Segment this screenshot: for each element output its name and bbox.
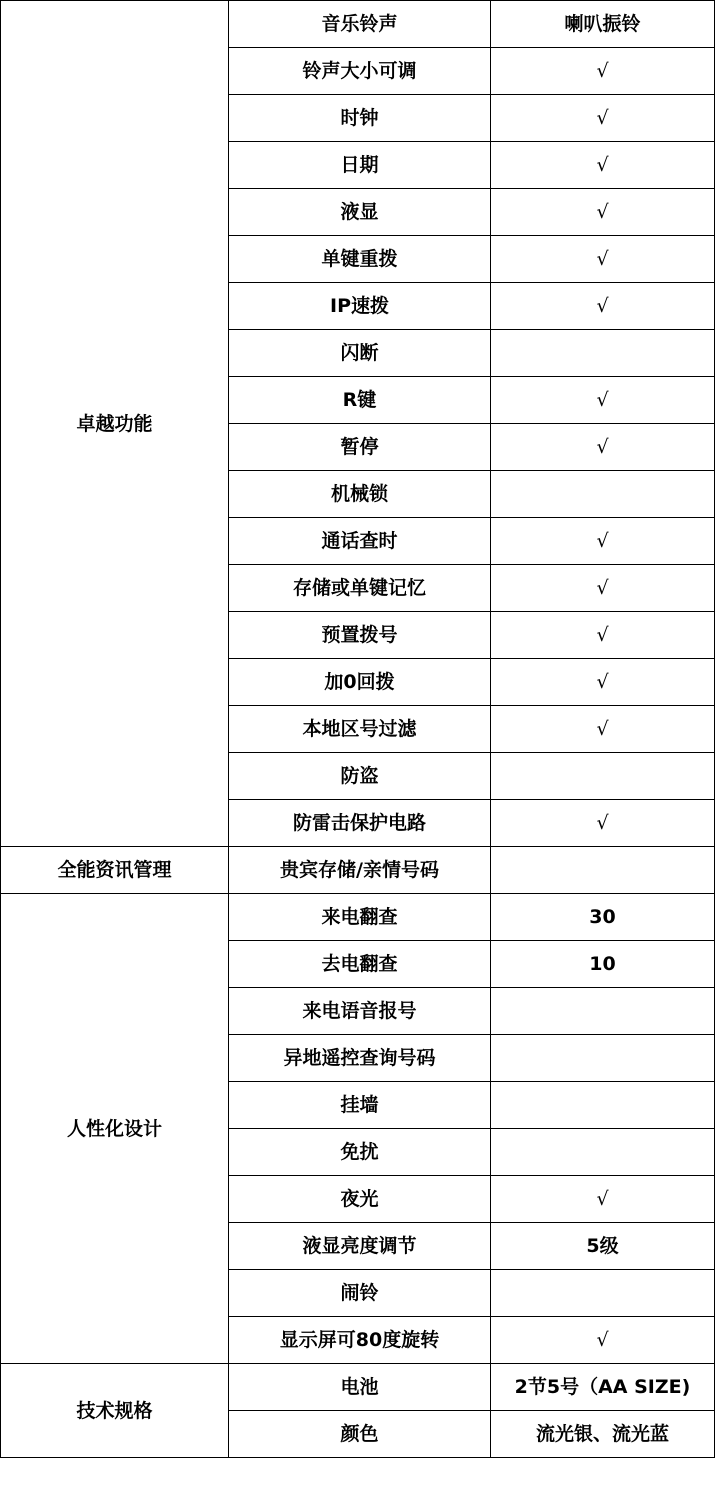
value-cell bbox=[491, 1176, 715, 1223]
value-cell bbox=[491, 236, 715, 283]
check-mark: √ bbox=[596, 671, 609, 693]
feature-cell: 挂墙 bbox=[229, 1082, 491, 1129]
feature-cell: 铃声大小可调 bbox=[229, 48, 491, 95]
feature-cell: 存储或单键记忆 bbox=[229, 565, 491, 612]
value-cell bbox=[491, 142, 715, 189]
feature-cell: R键 bbox=[229, 377, 491, 424]
feature-cell: 预置拨号 bbox=[229, 612, 491, 659]
feature-cell: 颜色 bbox=[229, 1411, 491, 1458]
value-cell bbox=[491, 612, 715, 659]
table-row bbox=[1, 847, 715, 894]
check-mark: √ bbox=[596, 201, 609, 223]
value-cell bbox=[491, 847, 715, 894]
value-cell bbox=[491, 1317, 715, 1364]
value-cell bbox=[491, 565, 715, 612]
category-cell: 人性化设计 bbox=[1, 894, 229, 1364]
value-text: 喇叭振铃 bbox=[564, 13, 641, 35]
feature-cell: 免扰 bbox=[229, 1129, 491, 1176]
check-mark: √ bbox=[596, 1188, 609, 1210]
value-cell bbox=[491, 1035, 715, 1082]
category-cell: 全能资讯管理 bbox=[1, 847, 229, 894]
feature-cell: 液显亮度调节 bbox=[229, 1223, 491, 1270]
feature-cell: 液显 bbox=[229, 189, 491, 236]
feature-cell: 机械锁 bbox=[229, 471, 491, 518]
check-mark: √ bbox=[596, 718, 609, 740]
value-text: 10 bbox=[589, 953, 616, 975]
value-cell bbox=[491, 894, 715, 941]
check-mark: √ bbox=[596, 154, 609, 176]
feature-cell: 防盗 bbox=[229, 753, 491, 800]
feature-cell: 加0回拨 bbox=[229, 659, 491, 706]
check-mark: √ bbox=[596, 107, 609, 129]
check-mark: √ bbox=[596, 812, 609, 834]
value-cell bbox=[491, 48, 715, 95]
check-mark: √ bbox=[596, 389, 609, 411]
value-cell bbox=[491, 1082, 715, 1129]
feature-cell: 本地区号过滤 bbox=[229, 706, 491, 753]
feature-cell: 闪断 bbox=[229, 330, 491, 377]
value-cell bbox=[491, 424, 715, 471]
feature-cell: 来电翻查 bbox=[229, 894, 491, 941]
check-mark: √ bbox=[596, 577, 609, 599]
value-cell bbox=[491, 330, 715, 377]
value-cell bbox=[491, 941, 715, 988]
value-cell bbox=[491, 1411, 715, 1458]
check-mark: √ bbox=[596, 60, 609, 82]
feature-cell: 显示屏可80度旋转 bbox=[229, 1317, 491, 1364]
value-cell bbox=[491, 189, 715, 236]
value-cell bbox=[491, 800, 715, 847]
feature-cell: 闹铃 bbox=[229, 1270, 491, 1317]
value-cell bbox=[491, 283, 715, 330]
feature-cell: IP速拨 bbox=[229, 283, 491, 330]
feature-cell: 日期 bbox=[229, 142, 491, 189]
check-mark: √ bbox=[596, 1329, 609, 1351]
value-cell bbox=[491, 753, 715, 800]
check-mark: √ bbox=[596, 530, 609, 552]
value-text: 流光银、流光蓝 bbox=[535, 1423, 669, 1445]
table-row bbox=[1, 894, 715, 941]
feature-cell: 通话查时 bbox=[229, 518, 491, 565]
table-row bbox=[1, 1, 715, 48]
feature-cell: 防雷击保护电路 bbox=[229, 800, 491, 847]
value-cell bbox=[491, 988, 715, 1035]
value-text: 5级 bbox=[586, 1235, 619, 1257]
feature-cell: 单键重拨 bbox=[229, 236, 491, 283]
feature-cell: 暂停 bbox=[229, 424, 491, 471]
table-row bbox=[1, 1364, 715, 1411]
category-cell: 技术规格 bbox=[1, 1364, 229, 1458]
value-cell bbox=[491, 471, 715, 518]
check-mark: √ bbox=[596, 624, 609, 646]
feature-cell: 电池 bbox=[229, 1364, 491, 1411]
feature-cell: 来电语音报号 bbox=[229, 988, 491, 1035]
value-text: 2节5号（AA SIZE) bbox=[514, 1376, 691, 1398]
feature-cell: 去电翻查 bbox=[229, 941, 491, 988]
value-cell bbox=[491, 1364, 715, 1411]
value-cell bbox=[491, 1223, 715, 1270]
value-cell bbox=[491, 95, 715, 142]
check-mark: √ bbox=[596, 295, 609, 317]
value-cell bbox=[491, 1, 715, 48]
feature-cell: 夜光 bbox=[229, 1176, 491, 1223]
value-cell bbox=[491, 659, 715, 706]
value-cell bbox=[491, 1129, 715, 1176]
feature-cell: 贵宾存储/亲情号码 bbox=[229, 847, 491, 894]
feature-cell: 异地遥控查询号码 bbox=[229, 1035, 491, 1082]
check-mark: √ bbox=[596, 248, 609, 270]
check-mark: √ bbox=[596, 436, 609, 458]
value-cell bbox=[491, 1270, 715, 1317]
value-cell bbox=[491, 377, 715, 424]
feature-spec-body bbox=[1, 1, 715, 1458]
value-cell bbox=[491, 518, 715, 565]
value-cell bbox=[491, 706, 715, 753]
value-text: 30 bbox=[589, 906, 616, 928]
feature-cell: 音乐铃声 bbox=[229, 1, 491, 48]
category-cell: 卓越功能 bbox=[1, 1, 229, 847]
feature-cell: 时钟 bbox=[229, 95, 491, 142]
